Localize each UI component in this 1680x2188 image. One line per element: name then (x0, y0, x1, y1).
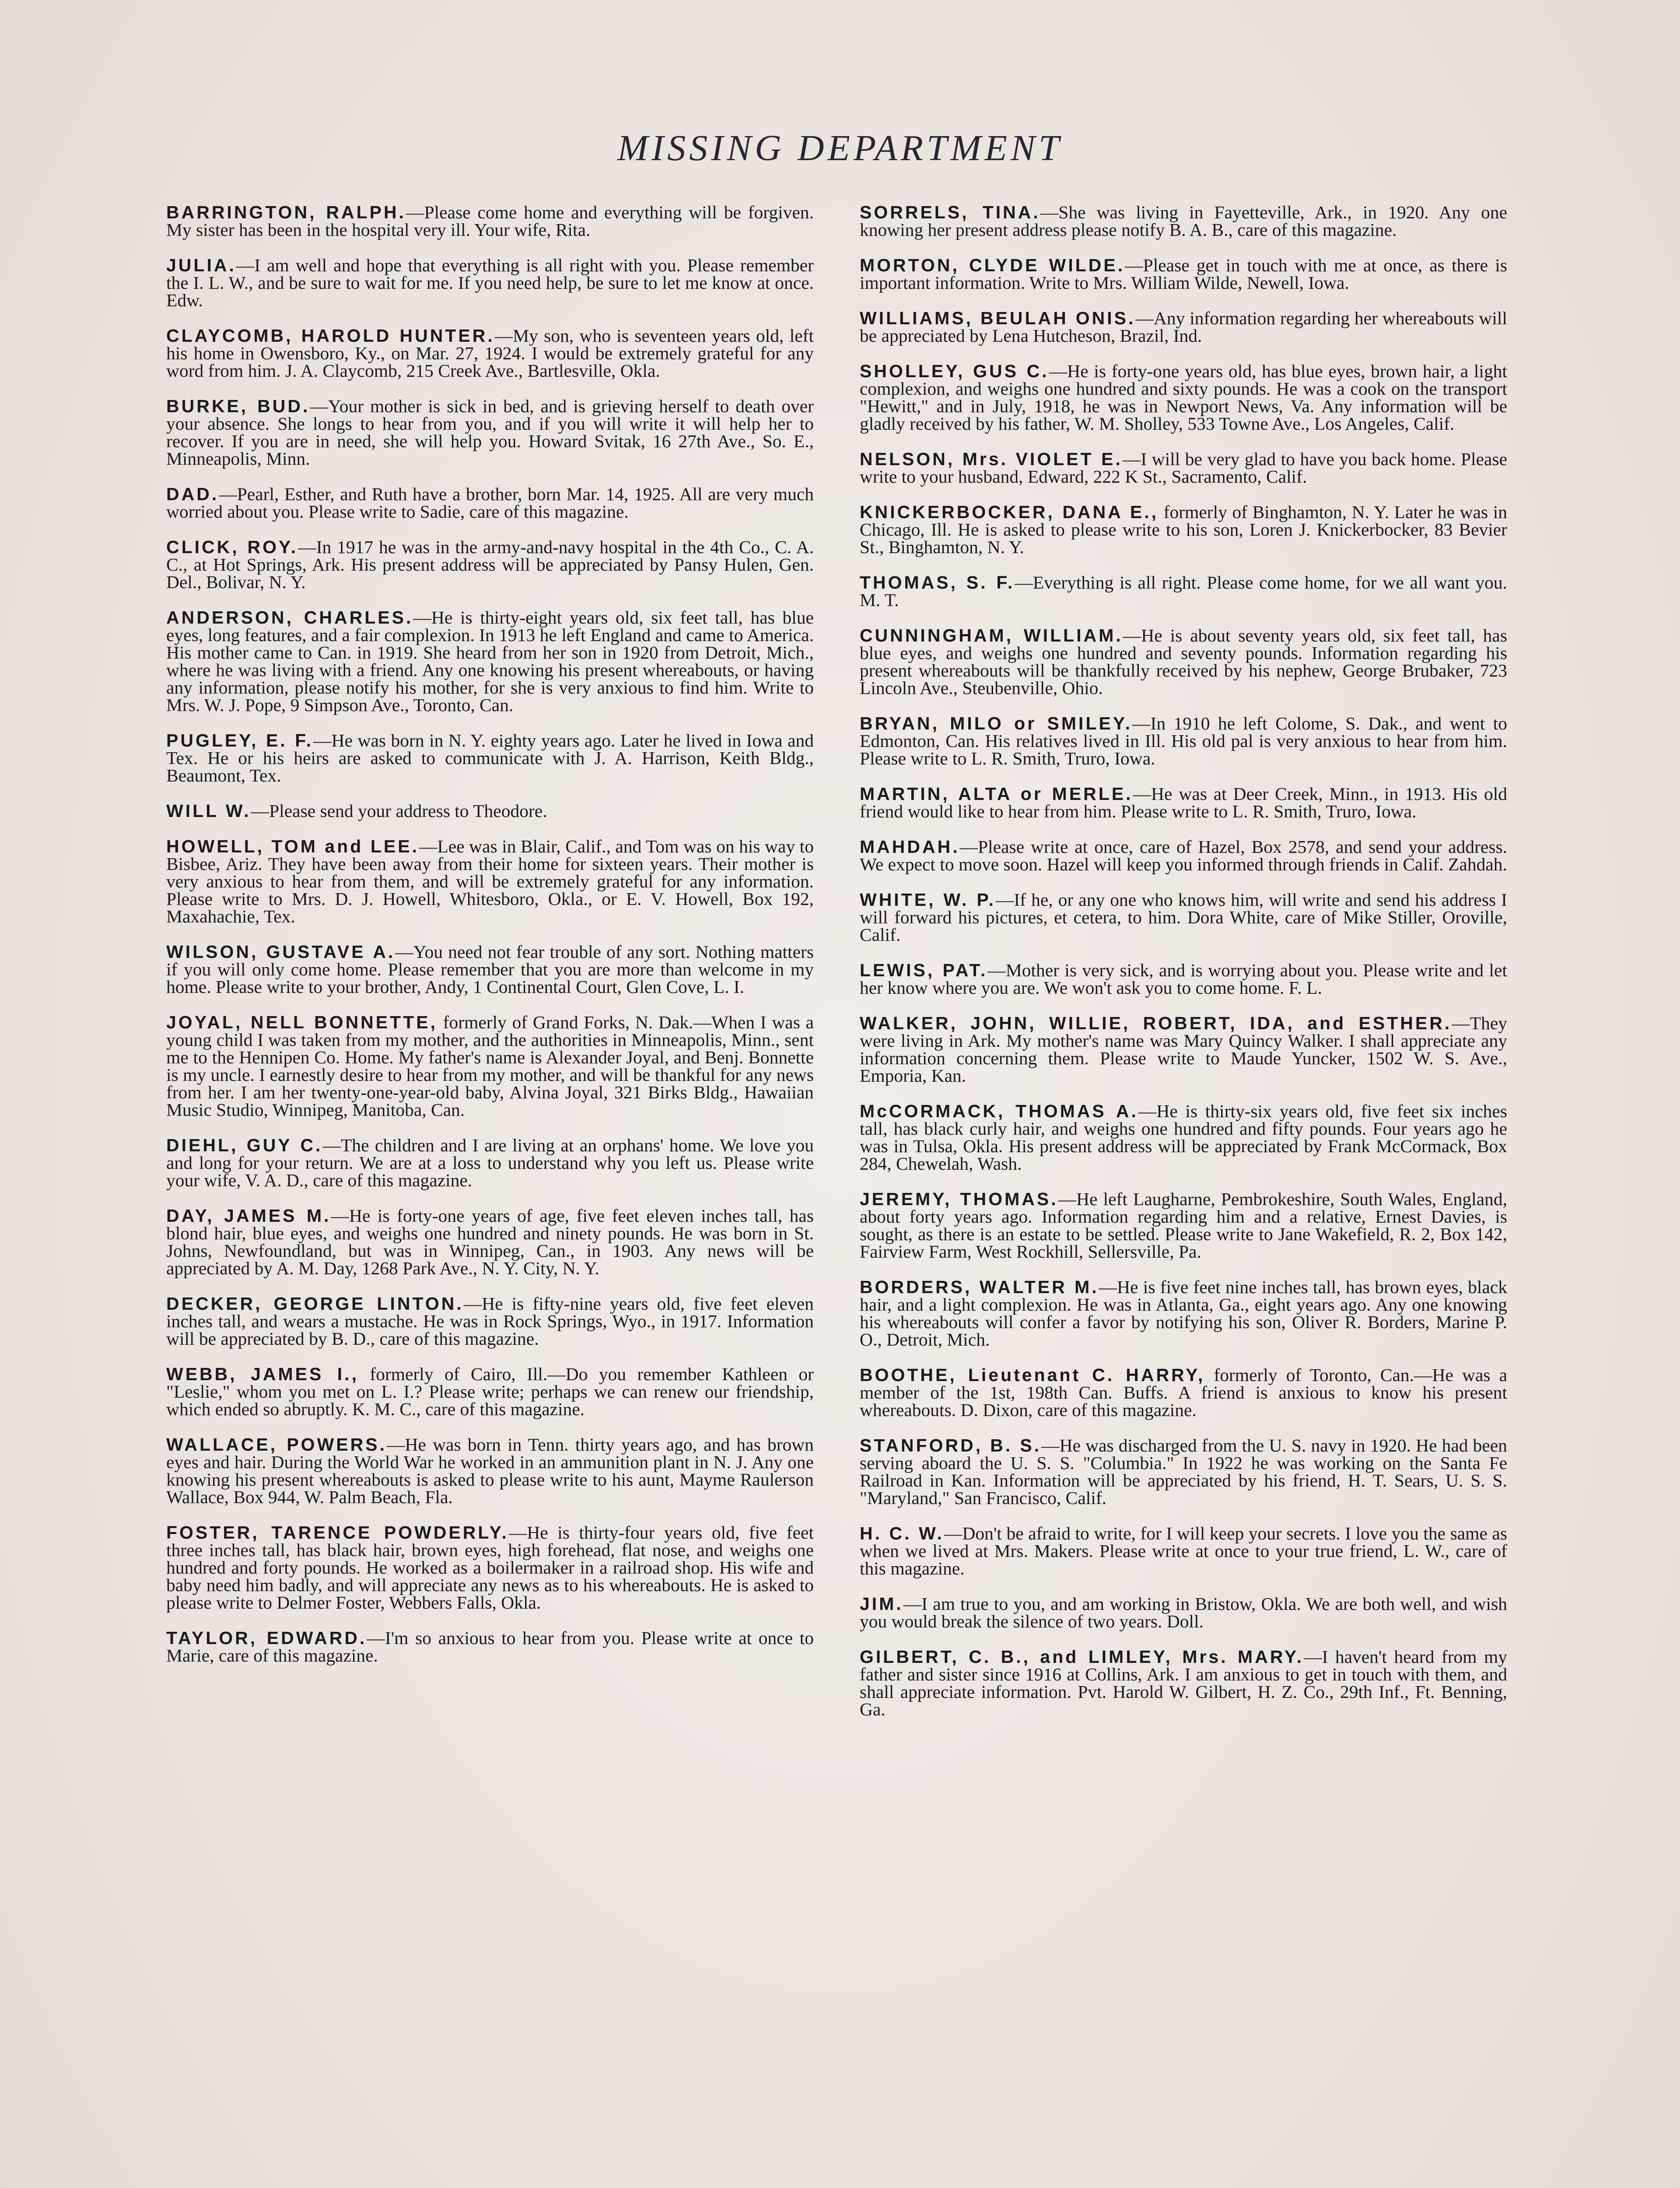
notice-entry (860, 891, 1507, 943)
notice-name: WILLIAMS, BEULAH ONIS. (860, 308, 1136, 328)
notice-name: WALKER, JOHN, WILLIE, ROBERT, IDA, and ESTHER. (860, 1013, 1452, 1033)
notice-entry (860, 627, 1507, 697)
notice-entry (860, 1278, 1507, 1348)
notice-entry (860, 503, 1507, 556)
notice-entry (166, 1524, 814, 1611)
notice-name: CLICK, ROY. (166, 537, 298, 557)
notice-name: PUGLEY, E. F. (166, 730, 314, 750)
notice-name: WILL W. (166, 801, 251, 821)
notice-text: —Please write at once, care of Hazel, Box 2578, and send your address. We expect to move soon. Hazel will keep you informed through friends in Calif. Zahdah. (860, 837, 1507, 874)
notice-text: —He is thirty-six years old, five feet six inches tall, has black curly hair, and weighs one hundred and fifty pounds. Four years ago he was in Tulsa, Okla. His present address will be appreciated by Frank McCormack, Box 284, Chewelah, Wash. (860, 1101, 1507, 1174)
notice-text: —Please come home and everything will be forgiven. My sister has been in the hospital very ill. Your wife, Rita. (166, 202, 814, 240)
notice-entry (166, 838, 814, 925)
notice-entry (860, 1525, 1507, 1577)
notice-name: MAHDAH. (860, 837, 960, 857)
notice-entry (166, 802, 814, 820)
notice-name: JEREMY, THOMAS. (860, 1189, 1058, 1209)
notice-text: —He was discharged from the U. S. navy in 1920. He had been serving aboard the U. S. S. "Columbia." In 1922 he was working on the Santa Fe Railroad in Kan. Information will be appreciated by his friend, H. T. Sears, U. S. S. "Maryland," San Francisco, Calif. (860, 1435, 1507, 1508)
notice-name: WILSON, GUSTAVE A. (166, 942, 396, 962)
notice-text: —My son, who is seventeen years old, left his home in Owensboro, Ky., on Mar. 27, 1924. I would be extremely grateful for any word from him. J. A. Claycomb, 215 Creek Ave., Bartlesville, Okla. (166, 326, 814, 381)
notice-entry (860, 203, 1507, 238)
notice-text: formerly of Cairo, Ill.—Do you remember Kathleen or "Leslie," whom you met on L. I.? Please write; perhaps we can renew our friendship, which ended so abruptly. K. M. C., care of this magazine. (166, 1364, 814, 1419)
notice-entry (860, 715, 1507, 767)
notice-name: BORDERS, WALTER M. (860, 1277, 1099, 1297)
notice-entry (860, 838, 1507, 873)
notice-text: —I will be very glad to have you back home. Please write to your husband, Edward, 222 K St., Sacramento, Calif. (860, 449, 1507, 487)
notice-text: —Your mother is sick in bed, and is grieving herself to death over your absence. She longs to hear from you, and if you will write it will help her to recover. If you are in need, she will help you. Howard Svitak, 16 27th Ave., So. E., Minneapolis, Minn. (166, 396, 814, 469)
notice-text: —I haven't heard from my father and sister since 1916 at Collins, Ark. I am anxious to get in touch with them, and shall appreciate information. Pvt. Harold W. Gilbert, H. Z. Co., 29th Inf., Ft. Benning, Ga. (860, 1647, 1507, 1719)
notice-name: JIM. (860, 1594, 903, 1614)
notice-text: —Mother is very sick, and is worrying about you. Please write and let her know where you are. We won't ask you to come home. F. L. (860, 960, 1507, 998)
notice-entry (166, 1136, 814, 1189)
notice-entry (166, 327, 814, 379)
notice-name: TAYLOR, EDWARD. (166, 1628, 367, 1648)
notice-text: —In 1917 he was in the army-and-navy hospital in the 4th Co., C. A. C., at Hot Springs, Ark. His present address will be appreciated by Pansy Hulen, Gen. Del., Bolivar, N. Y. (166, 537, 814, 592)
notice-text: —He left Laugharne, Pembrokeshire, South Wales, England, about forty years ago. Information regarding him and a relative, Ernest Davies, is sought, as there is an estate to be settled. Please write to Jane Wakefield, R. 2, Box 142, Fairview Farm, West Rockhill, Sellersville, Pa. (860, 1189, 1507, 1262)
notice-text: formerly of Grand Forks, N. Dak.—When I was a young child I was taken from my mother, and the authorities in Minneapolis, Minn., sent me to the Hennipen Co. Home. My father's name is Alexander Joyal, and Benj. Bonnette is my uncle. I earnestly desire to hear from my mother, and will be thankful for any news from her. I am her twenty-one-year-old baby, Alvina Joyal, 321 Birks Bldg., Hawaiian Music Studio, Winnipeg, Manitoba, Can. (166, 1012, 814, 1120)
notice-name: JULIA. (166, 255, 236, 275)
notice-name: LEWIS, PAT. (860, 960, 988, 980)
notice-entry (166, 203, 814, 238)
notice-entry (860, 1014, 1507, 1084)
notice-text: —You need not fear trouble of any sort. Nothing matters if you will only come home. Please remember that you are more than welcome in my home. Please write to your brother, Andy, 1 Continental Court, Glen Cove, L. I. (166, 942, 814, 997)
notice-entry (860, 1437, 1507, 1507)
notice-entry (860, 256, 1507, 291)
notice-entry (860, 961, 1507, 996)
notice-entry (166, 943, 814, 996)
notice-name: DAY, JAMES M. (166, 1206, 331, 1226)
notice-text: —Please get in touch with me at once, as there is important information. Write to Mrs. William Wilde, Newell, Iowa. (860, 255, 1507, 293)
notice-entry (166, 1436, 814, 1506)
notice-name: FOSTER, TARENCE POWDERLY. (166, 1522, 509, 1543)
notice-entry (166, 1207, 814, 1277)
notice-entry (166, 732, 814, 784)
notice-name: DIEHL, GUY C. (166, 1135, 323, 1155)
notice-text: —The children and I are living at an orphans' home. We love you and long for your return. We are at a loss to understand why you left us. Please write your wife, V. A. D., care of this magazine. (166, 1135, 814, 1190)
notice-text: —He is fifty-nine years old, five feet eleven inches tall, and wears a mustache. He was in Rock Springs, Wyo., in 1917. Information will be appreciated by B. D., care of this magazine. (166, 1294, 814, 1349)
notice-name: STANFORD, B. S. (860, 1435, 1042, 1455)
notice-entry (166, 1013, 814, 1119)
notice-name: MORTON, CLYDE WILDE. (860, 255, 1125, 275)
notice-entry (860, 1648, 1507, 1718)
notice-text: formerly of Toronto, Can.—He was a member of the 1st, 198th Can. Buffs. A friend is anxious to know his present whereabouts. D. Dixon, care of this magazine. (860, 1365, 1507, 1420)
notice-text: —He was born in N. Y. eighty years ago. Later he lived in Iowa and Tex. He or his heirs are asked to communicate with J. A. Harrison, Keith Bldg., Beaumont, Tex. (166, 730, 814, 785)
notice-text: —He is forty-one years of age, five feet eleven inches tall, has blond hair, blue eyes, and weighs one hundred and ninety pounds. He was born in St. Johns, Newfoundland, but was in Winnipeg, Can., in 1903. Any news will be appreciated by A. M. Day, 1268 Park Ave., N. Y. City, N. Y. (166, 1206, 814, 1278)
notice-entry (860, 574, 1507, 609)
right-column (860, 203, 1507, 1736)
notice-name: WHITE, W. P. (860, 890, 996, 910)
notice-entry (166, 1629, 814, 1664)
notice-entry (166, 538, 814, 591)
notice-name: GILBERT, C. B., and LIMLEY, Mrs. MARY. (860, 1647, 1304, 1667)
notice-text: —Everything is all right. Please come home, for we all want you. M. T. (860, 572, 1507, 610)
notice-name: SORRELS, TINA. (860, 202, 1040, 222)
notice-name: DAD. (166, 484, 219, 504)
notice-entry (860, 785, 1507, 820)
notice-entry (860, 362, 1507, 432)
notice-text: —He is forty-one years old, has blue eyes, brown hair, a light complexion, and weighs one hundred and sixty pounds. He was a cook on the transport "Hewitt," and in July, 1918, he was in Newport News, Va. Any information will be gladly received by his father, W. M. Sholley, 533 Towne Ave., Los Angeles, Calif. (860, 361, 1507, 434)
notice-entry (860, 1190, 1507, 1260)
notice-text: —He is five feet nine inches tall, has brown eyes, black hair, and a light complexion. He was in Atlanta, Ga., eight years ago. Any one knowing his whereabouts will confer a favor by notifying his son, Oliver R. Borders, Marine P. O., Detroit, Mich. (860, 1277, 1507, 1350)
notice-name: BRYAN, MILO or SMILEY. (860, 713, 1133, 733)
notice-name: ANDERSON, CHARLES. (166, 607, 413, 628)
notice-text: —He is thirty-eight years old, six feet tall, has blue eyes, long features, and a fair complexion. In 1913 he left England and came to America. His mother came to Can. in 1919. She heard from her son in 1920 from Detroit, Mich., where he was living with a friend. Any one knowing his present whereabouts, or having any information, please notify his mother, for she is very anxious to find him. Write to Mrs. W. J. Pope, 9 Simpson Ave., Toronto, Can. (166, 607, 814, 715)
notice-name: H. C. W. (860, 1523, 944, 1543)
notice-name: HOWELL, TOM and LEE. (166, 836, 419, 856)
notice-text: —Lee was in Blair, Calif., and Tom was on his way to Bisbee, Ariz. They have been away from their home for sixteen years. Their mother is very anxious to hear from them, and will be extremely grateful for any information. Please write to Mrs. D. J. Howell, Whitesboro, Okla., or E. V. Howell, Box 192, Maxahachie, Tex. (166, 836, 814, 926)
notice-entry (860, 309, 1507, 344)
left-column (166, 203, 814, 1682)
notice-entry (166, 485, 814, 520)
notice-name: CUNNINGHAM, WILLIAM. (860, 625, 1123, 645)
notice-entry (166, 1295, 814, 1347)
notice-name: DECKER, GEORGE LINTON. (166, 1294, 464, 1314)
notice-entry (166, 397, 814, 467)
notice-name: BARRINGTON, RALPH. (166, 202, 406, 222)
notice-text: —He is thirty-four years old, five feet three inches tall, has black hair, brown eyes, high forehead, flat nose, and weighs one hundred and forty pounds. He worked as a boilermaker in a railroad shop. His wife and baby need him badly, and will appreciate any news as to his whereabouts. He is asked to please write to Delmer Foster, Webbers Falls, Okla. (166, 1522, 814, 1613)
notice-text: —If he, or any one who knows him, will write and send his address I will forward his pictures, et cetera, to him. Dora White, care of Mike Stiller, Oroville, Calif. (860, 890, 1508, 945)
notice-name: WEBB, JAMES I., (166, 1364, 359, 1384)
notice-name: THOMAS, S. F. (860, 572, 1015, 593)
notice-name: McCORMACK, THOMAS A. (860, 1101, 1138, 1121)
notice-text: —They were living in Ark. My mother's name was Mary Quincy Walker. I shall appreciate any information concerning them. Please write to Maude Yuncker, 1502 W. S. Ave., Emporia, Kan. (860, 1013, 1507, 1086)
notice-text: —She was living in Fayetteville, Ark., in 1920. Any one knowing her present address please notify B. A. B., care of this magazine. (860, 202, 1507, 240)
notice-name: JOYAL, NELL BONNETTE, (166, 1012, 438, 1032)
notice-entry (166, 609, 814, 714)
notice-text: —Please send your address to Theodore. (251, 801, 547, 821)
notice-name: CLAYCOMB, HAROLD HUNTER. (166, 326, 495, 346)
notice-entry (860, 1102, 1507, 1172)
notice-text: —In 1910 he left Colome, S. Dak., and went to Edmonton, Can. His relatives lived in Ill. His old pal is very anxious to hear from him. Please write to L. R. Smith, Truro, Iowa. (860, 713, 1507, 768)
page-title: MISSING DEPARTMENT (617, 128, 1063, 168)
notice-entry (166, 256, 814, 309)
notice-name: SHOLLEY, GUS C. (860, 361, 1049, 381)
notice-name: NELSON, Mrs. VIOLET E. (860, 449, 1123, 469)
notice-text: —I'm so anxious to hear from you. Please write at once to Marie, care of this magazine. (166, 1628, 814, 1666)
notice-text: —I am true to you, and am working in Bristow, Okla. We are both well, and wish you would break the silence of two years. Doll. (860, 1594, 1507, 1631)
notice-name: MARTIN, ALTA or MERLE. (860, 784, 1133, 804)
notice-name: KNICKERBOCKER, DANA E., (860, 502, 1159, 522)
notice-entry (166, 1365, 814, 1418)
notice-name: WALLACE, POWERS. (166, 1434, 387, 1455)
notice-text: —Pearl, Esther, and Ruth have a brother, born Mar. 14, 1925. All are very much worried about you. Please write to Sadie, care of this magazine. (166, 484, 814, 522)
notice-text: —Any information regarding her whereabouts will be appreciated by Lena Hutcheson, Brazil, Ind. (860, 308, 1507, 346)
notice-name: BURKE, BUD. (166, 396, 310, 416)
notice-text: —I am well and hope that everything is all right with you. Please remember the I. L. W., and be sure to wait for me. If you need help, be sure to let me know at once. Edw. (166, 255, 814, 310)
notice-text: —He was at Deer Creek, Minn., in 1913. His old friend would like to hear from him. Please write to L. R. Smith, Truro, Iowa. (860, 784, 1507, 821)
notice-entry (860, 1595, 1507, 1630)
notice-entry (860, 1366, 1507, 1419)
notice-text: —He is about seventy years old, six feet tall, has blue eyes, and weighs one hundred and seventy pounds. Information regarding his present whereabouts will be thankfully received by his nephew, George Brubaker, 723 Lincoln Ave., Steubenville, Ohio. (860, 625, 1508, 698)
notice-entry (860, 450, 1507, 485)
notice-text: formerly of Binghamton, N. Y. Later he was in Chicago, Ill. He is asked to please write to his son, Loren J. Knickerbocker, 83 Bevier St., Binghamton, N. Y. (860, 502, 1508, 557)
notice-name: BOOTHE, Lieutenant C. HARRY, (860, 1365, 1205, 1385)
notice-text: —Don't be afraid to write, for I will keep your secrets. I love you the same as when we lived at Mrs. Makers. Please write at once to your true friend, L. W., care of this magazine. (860, 1523, 1507, 1578)
notice-text: —He was born in Tenn. thirty years ago, and has brown eyes and hair. During the World War he worked in an ammunition plant in N. J. Any one knowing his present whereabouts is asked to please write to his aunt, Mayme Raulerson Wallace, Box 944, W. Palm Beach, Fla. (166, 1434, 814, 1507)
